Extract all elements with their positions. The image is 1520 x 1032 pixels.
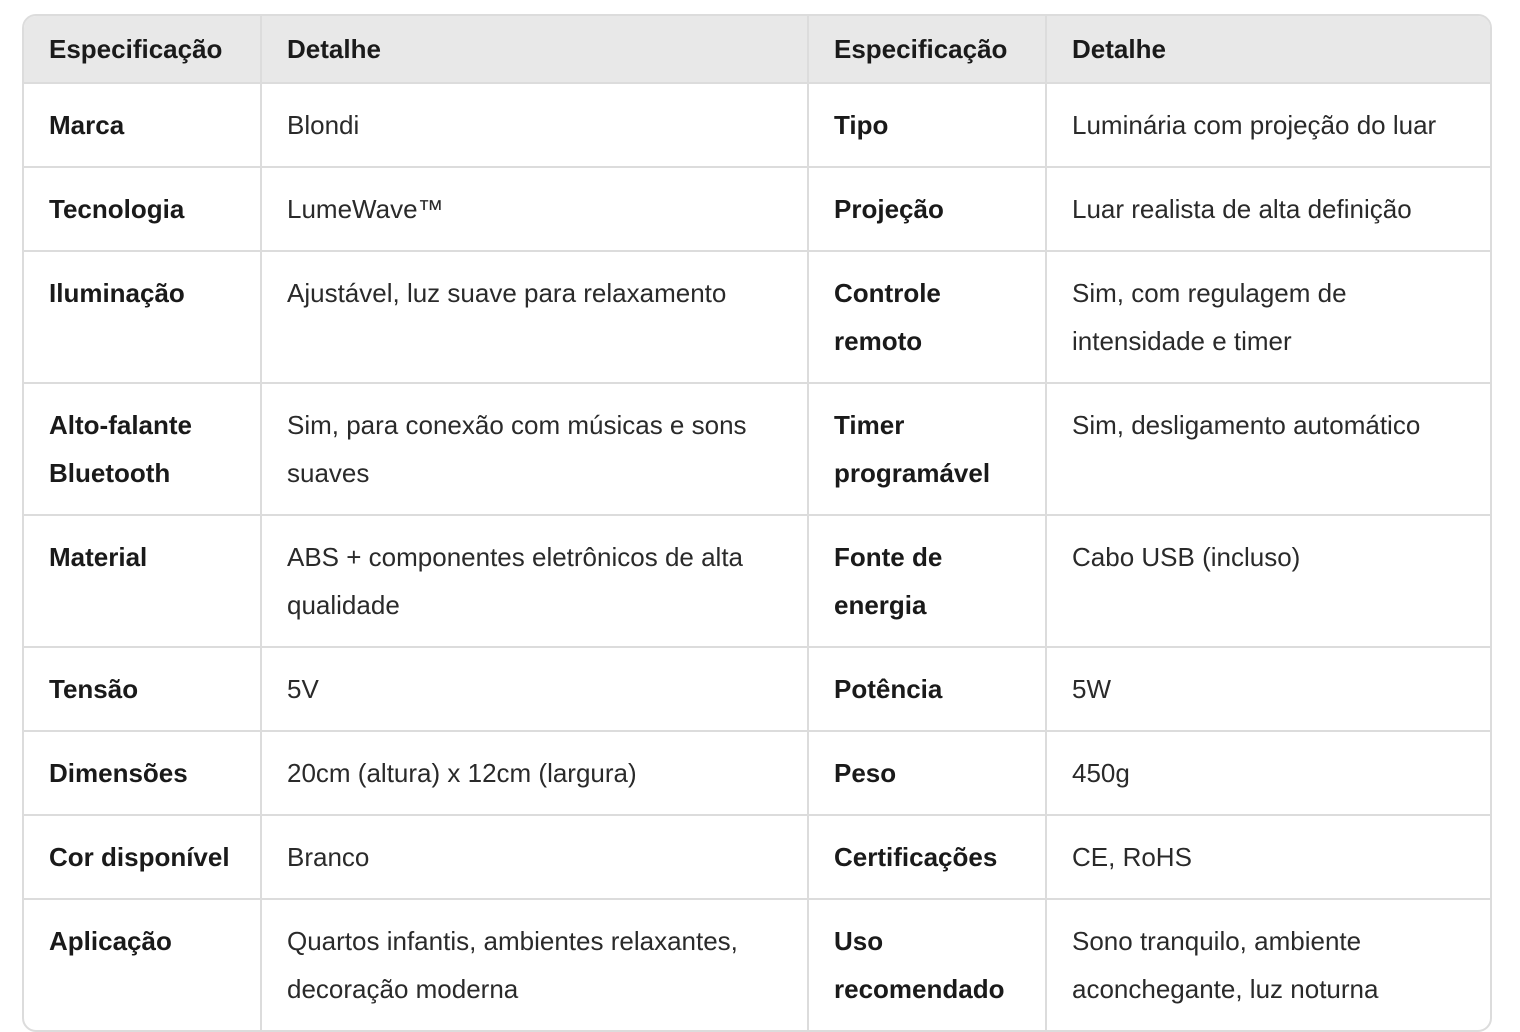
table-row	[24, 167, 1490, 251]
spec-cell: Tensão	[24, 647, 261, 731]
detail-cell: Sim, com regulagem de intensidade e timer	[1046, 251, 1490, 383]
table-row	[24, 731, 1490, 815]
spec-cell: Fonte de energia	[808, 515, 1046, 647]
spec-cell: Cor disponível	[24, 815, 261, 899]
header-detail-1: Detalhe	[261, 16, 808, 83]
table-row	[24, 383, 1490, 515]
detail-cell: LumeWave™	[261, 167, 808, 251]
spec-cell: Timer programável	[808, 383, 1046, 515]
spec-cell: Dimensões	[24, 731, 261, 815]
detail-cell: Luar realista de alta definição	[1046, 167, 1490, 251]
spec-cell: Aplicação	[24, 899, 261, 1030]
detail-cell: Cabo USB (incluso)	[1046, 515, 1490, 647]
detail-cell: 5W	[1046, 647, 1490, 731]
detail-cell: Blondi	[261, 83, 808, 167]
table-row	[24, 83, 1490, 167]
spec-cell: Tipo	[808, 83, 1046, 167]
header-spec-1: Especificação	[24, 16, 261, 83]
table-row	[24, 515, 1490, 647]
spec-table	[24, 16, 1490, 1030]
spec-cell: Material	[24, 515, 261, 647]
table-row	[24, 815, 1490, 899]
detail-cell: Branco	[261, 815, 808, 899]
spec-cell: Marca	[24, 83, 261, 167]
table-row	[24, 899, 1490, 1030]
spec-cell: Peso	[808, 731, 1046, 815]
detail-cell: Quartos infantis, ambientes relaxantes, decoração moderna	[261, 899, 808, 1030]
table-row	[24, 647, 1490, 731]
header-row	[24, 16, 1490, 83]
table-row	[24, 251, 1490, 383]
spec-cell: Projeção	[808, 167, 1046, 251]
detail-cell: 5V	[261, 647, 808, 731]
spec-table-container	[22, 14, 1492, 1032]
table-body	[24, 83, 1490, 1030]
detail-cell: Sim, desligamento automático	[1046, 383, 1490, 515]
detail-cell: 450g	[1046, 731, 1490, 815]
spec-cell: Controle remoto	[808, 251, 1046, 383]
spec-cell: Certificações	[808, 815, 1046, 899]
detail-cell: Luminária com projeção do luar	[1046, 83, 1490, 167]
header-spec-2: Especificação	[808, 16, 1046, 83]
spec-cell: Potência	[808, 647, 1046, 731]
detail-cell: Ajustável, luz suave para relaxamento	[261, 251, 808, 383]
header-detail-2: Detalhe	[1046, 16, 1490, 83]
spec-cell: Iluminação	[24, 251, 261, 383]
spec-cell: Uso recomendado	[808, 899, 1046, 1030]
spec-cell: Alto-falante Bluetooth	[24, 383, 261, 515]
detail-cell: Sono tranquilo, ambiente aconchegante, luz noturna	[1072, 926, 1379, 1004]
detail-cell: ABS + componentes eletrônicos de alta qualidade	[261, 515, 808, 647]
table-header	[24, 16, 1490, 83]
detail-cell: 20cm (altura) x 12cm (largura)	[261, 731, 808, 815]
spec-cell: Tecnologia	[24, 167, 261, 251]
detail-cell: Sim, para conexão com músicas e sons suaves	[261, 383, 808, 515]
detail-cell: CE, RoHS	[1046, 815, 1490, 899]
